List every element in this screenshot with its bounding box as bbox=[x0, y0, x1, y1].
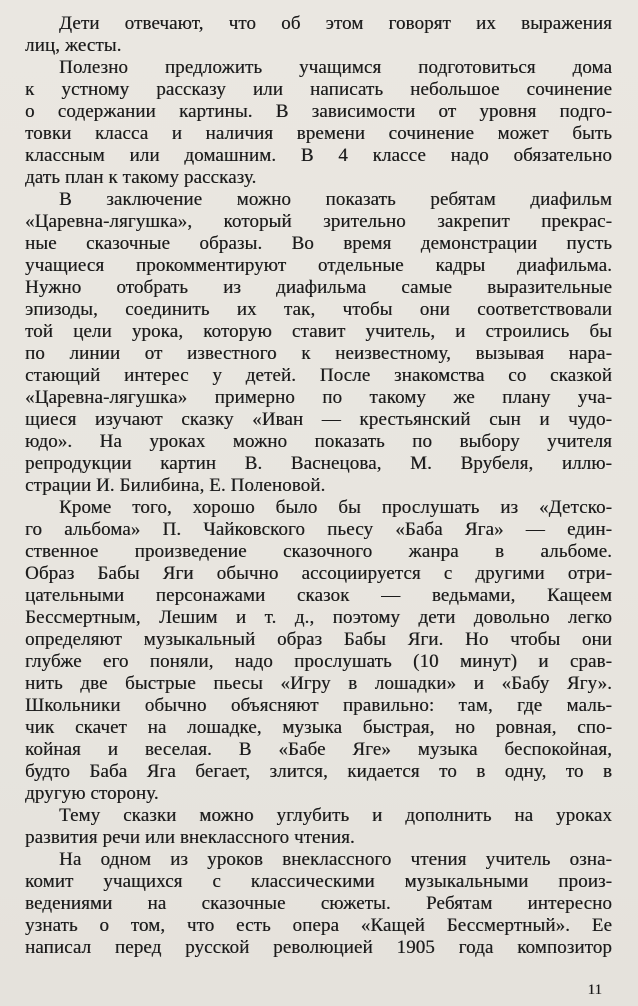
text-line: В заключение можно показать ребятам диафильм bbox=[59, 189, 612, 210]
text-line: Полезно предложить учащимся подготовиться дома bbox=[59, 57, 612, 78]
text-line: узнать о том, что есть опера «Кащей Бессмертный». Ее bbox=[25, 915, 612, 936]
text-line: чик скачет на лошадке, музыка быстрая, но ровная, спо- bbox=[25, 717, 612, 738]
text-line: товки класса и наличия времени сочинение может быть bbox=[25, 123, 612, 144]
text-line: юдо». На уроках можно показать по выбору учителя bbox=[25, 431, 612, 452]
text-line: комит учащихся с классическими музыкальными произ- bbox=[25, 871, 612, 892]
text-line: Образ Бабы Яги обычно ассоциируется с другими отри- bbox=[25, 563, 612, 584]
page-number: 11 bbox=[587, 982, 602, 998]
text-line: определяют музыкальный образ Бабы Яги. Но чтобы они bbox=[25, 629, 612, 650]
text-line: классным или домашним. В 4 классе надо обязательно bbox=[25, 145, 612, 166]
text-line: лиц, жесты. bbox=[25, 35, 122, 56]
text-line: Школьники обычно объясняют правильно: там, где маль- bbox=[25, 695, 612, 716]
text-line: о содержании картины. В зависимости от уровня подго- bbox=[25, 101, 612, 122]
text-line: щиеся изучают сказку «Иван — крестьянский сын и чудо- bbox=[25, 409, 612, 430]
text-line: го альбома» П. Чайковского пьесу «Баба Яга» — един- bbox=[25, 519, 612, 540]
text-line: эпизоды, соединить их так, чтобы они соответствовали bbox=[25, 299, 612, 320]
text-line: страции И. Билибина, Е. Поленовой. bbox=[25, 475, 326, 496]
text-line: к устному рассказу или написать небольшое сочинение bbox=[25, 79, 612, 100]
text-line: ственное произведение сказочного жанра в альбоме. bbox=[25, 541, 612, 562]
paragraph bbox=[25, 57, 612, 189]
text-line: Тему сказки можно углубить и дополнить на уроках bbox=[59, 805, 612, 826]
text-line: На одном из уроков внеклассного чтения учитель озна- bbox=[59, 849, 612, 870]
text-line: стающий интерес у детей. После знакомства со сказкой bbox=[25, 365, 612, 386]
text-line: репродукции картин В. Васнецова, М. Врубеля, иллю- bbox=[25, 453, 612, 474]
text-line: «Царевна-лягушка», который зрительно закрепит прекрас- bbox=[25, 211, 612, 232]
paragraph bbox=[25, 849, 612, 959]
text-line: койная и веселая. В «Бабе Яге» музыка беспокойная, bbox=[25, 739, 612, 760]
text-line: написал перед русской революцией 1905 года композитор bbox=[25, 937, 612, 958]
text-line: нить две быстрые пьесы «Игру в лошадки» и «Бабу Ягу». bbox=[25, 673, 612, 694]
text-line: той цели урока, которую ставит учитель, и строились бы bbox=[25, 321, 612, 342]
text-line: Кроме того, хорошо было бы прослушать из «Детско- bbox=[59, 497, 612, 518]
text-line: ные сказочные образы. Во время демонстрации пусть bbox=[25, 233, 612, 254]
paragraph bbox=[25, 497, 612, 805]
text-line: Дети отвечают, что об этом говорят их выражения bbox=[59, 13, 612, 34]
text-line: по линии от известного к неизвестному, вызывая нара- bbox=[25, 343, 612, 364]
text-line: глубже его поняли, надо прослушать (10 минут) и срав- bbox=[25, 651, 612, 672]
text-line: ведениями на сказочные сюжеты. Ребятам интересно bbox=[25, 893, 612, 914]
text-line: цательными персонажами сказок — ведьмами, Кащеем bbox=[25, 585, 612, 606]
paragraph bbox=[25, 189, 612, 497]
text-line: развития речи или внеклассного чтения. bbox=[25, 827, 355, 848]
text-line: «Царевна-лягушка» примерно по такому же плану уча- bbox=[25, 387, 612, 408]
text-line: дать план к такому рассказу. bbox=[25, 167, 257, 188]
text-line: Нужно отобрать из диафильма самые выразительные bbox=[25, 277, 612, 298]
text-line: другую сторону. bbox=[25, 783, 159, 804]
paragraph bbox=[25, 805, 612, 849]
paragraph bbox=[25, 13, 612, 57]
text-line: Бессмертным, Лешим и т. д., поэтому дети довольно легко bbox=[25, 607, 612, 628]
text-line: будто Баба Яга бегает, злится, кидается то в одну, то в bbox=[25, 761, 612, 782]
text-line: учащиеся прокомментируют отдельные кадры диафильма. bbox=[25, 255, 612, 276]
page-text bbox=[25, 13, 612, 959]
